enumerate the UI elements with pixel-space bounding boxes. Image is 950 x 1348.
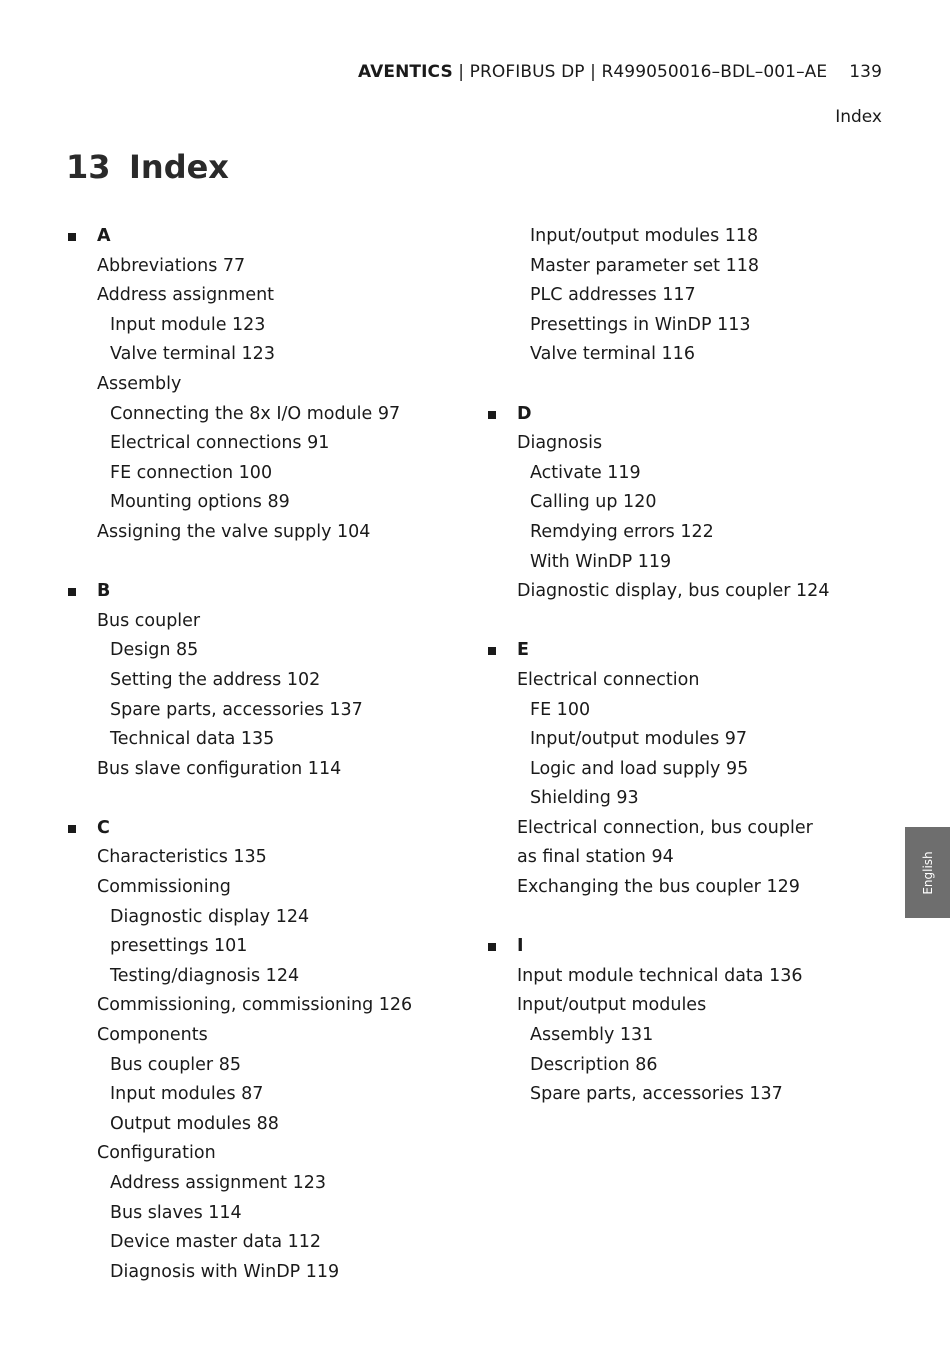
index-subentry: Calling up 120 — [530, 492, 657, 513]
index-subentry: Setting the address 102 — [110, 669, 321, 690]
index-subentry: FE 100 — [530, 699, 591, 720]
index-subentry: Valve terminal 123 — [110, 344, 275, 365]
index-letter-heading — [66, 814, 412, 844]
section-name: Index — [835, 107, 882, 127]
index-subentry: Input module 123 — [110, 314, 266, 335]
index-entry: Bus slave configuration 114 — [97, 758, 342, 779]
chapter-title: Index — [129, 148, 229, 186]
index-subentry: Design 85 — [110, 640, 199, 661]
index-subentry: Output modules 88 — [110, 1113, 279, 1134]
index-letter-heading — [486, 636, 829, 666]
index-subentry: Valve terminal 116 — [530, 344, 695, 365]
square-bullet-icon — [68, 588, 76, 596]
index-subentry: Assembly 131 — [530, 1025, 654, 1046]
index-subentry: Device master data 112 — [110, 1232, 322, 1253]
index-column-right — [486, 222, 829, 1139]
index-subentry: Logic and load supply 95 — [530, 758, 749, 779]
index-letter: A — [97, 226, 111, 246]
chapter-heading — [66, 148, 229, 186]
square-bullet-icon — [488, 411, 496, 419]
index-entry: Input/output modules — [517, 995, 707, 1016]
index-subentry: Testing/diagnosis 124 — [110, 965, 300, 986]
index-group — [66, 222, 412, 548]
index-subentry: Input modules 87 — [110, 1084, 264, 1105]
index-letter: C — [97, 817, 110, 838]
index-letter-heading — [66, 577, 412, 607]
chapter-number: 13 — [66, 148, 111, 186]
index-subentry: Address assignment 123 — [110, 1173, 327, 1193]
index-subentry: presettings 101 — [110, 936, 248, 957]
index-entry: Input module technical data 136 — [517, 965, 803, 986]
index-entry: Commissioning — [97, 877, 231, 898]
document-id: | PROFIBUS DP | R499050016–BDL–001–AE — [452, 62, 828, 82]
index-entry: as final station 94 — [517, 847, 674, 868]
index-entry: Diagnosis — [517, 433, 603, 454]
index-entry: Bus coupler — [97, 610, 201, 631]
index-letter: E — [517, 640, 529, 661]
square-bullet-icon — [488, 943, 496, 951]
index-entry: Electrical connection, bus coupler — [517, 817, 813, 838]
index-subentry: Master parameter set 118 — [530, 255, 759, 276]
index-entry: Electrical connection — [517, 669, 700, 690]
index-subentry: Remdying errors 122 — [530, 521, 714, 542]
index-subentry: Shielding 93 — [530, 788, 639, 809]
index-subentry: FE connection 100 — [110, 462, 273, 483]
index-subentry: Activate 119 — [530, 462, 641, 483]
index-column-left — [66, 222, 412, 1317]
index-subentry: Mounting options 89 — [110, 492, 290, 513]
index-subentry: Input/output modules 118 — [530, 226, 759, 246]
index-entry: Assembly — [97, 373, 182, 394]
index-group — [486, 222, 829, 370]
index-entry: Configuration — [97, 1143, 216, 1164]
index-subentry: Electrical connections 91 — [110, 433, 330, 454]
index-group — [66, 577, 412, 784]
index-letter-heading — [486, 400, 829, 430]
index-letter: B — [97, 581, 111, 602]
index-subentry: PLC addresses 117 — [530, 285, 696, 306]
index-subentry: Technical data 135 — [110, 729, 275, 750]
index-entry: Exchanging the bus coupler 129 — [517, 877, 800, 898]
language-tab — [905, 827, 950, 918]
index-entry: Commissioning, commissioning 126 — [97, 995, 413, 1016]
index-group — [66, 814, 412, 1288]
square-bullet-icon — [68, 825, 76, 833]
square-bullet-icon — [68, 233, 76, 241]
index-subentry: Bus slaves 114 — [110, 1202, 242, 1223]
index-subentry: Connecting the 8x I/O module 97 — [110, 403, 401, 424]
index-entry: Address assignment — [97, 285, 275, 306]
index-entry: Components — [97, 1025, 208, 1046]
square-bullet-icon — [488, 647, 496, 655]
index-subentry: Presettings in WinDP 113 — [530, 314, 751, 335]
index-subentry: Diagnosis with WinDP 119 — [110, 1261, 340, 1282]
index-group — [486, 636, 829, 902]
index-entry: Diagnostic display, bus coupler 124 — [517, 581, 830, 602]
index-subentry: Bus coupler 85 — [110, 1054, 241, 1075]
index-group — [486, 932, 829, 1110]
index-letter: I — [517, 936, 524, 957]
index-subentry: With WinDP 119 — [530, 551, 672, 572]
language-tab-label: English — [920, 850, 935, 895]
index-entry: Characteristics 135 — [97, 847, 267, 868]
index-letter-heading — [66, 222, 412, 252]
index-subentry: Spare parts, accessories 137 — [530, 1084, 783, 1105]
index-letter: D — [517, 403, 532, 424]
running-header — [358, 62, 882, 82]
index-entry: Abbreviations 77 — [97, 255, 246, 276]
page-number: 139 — [849, 62, 882, 82]
brand-name: AVENTICS — [358, 62, 453, 82]
index-subentry: Input/output modules 97 — [530, 729, 748, 750]
index-group — [486, 400, 829, 607]
index-letter-heading — [486, 932, 829, 962]
index-entry: Assigning the valve supply 104 — [97, 521, 371, 542]
index-subentry: Diagnostic display 124 — [110, 906, 310, 927]
index-subentry: Spare parts, accessories 137 — [110, 699, 363, 720]
index-subentry: Description 86 — [530, 1054, 658, 1075]
